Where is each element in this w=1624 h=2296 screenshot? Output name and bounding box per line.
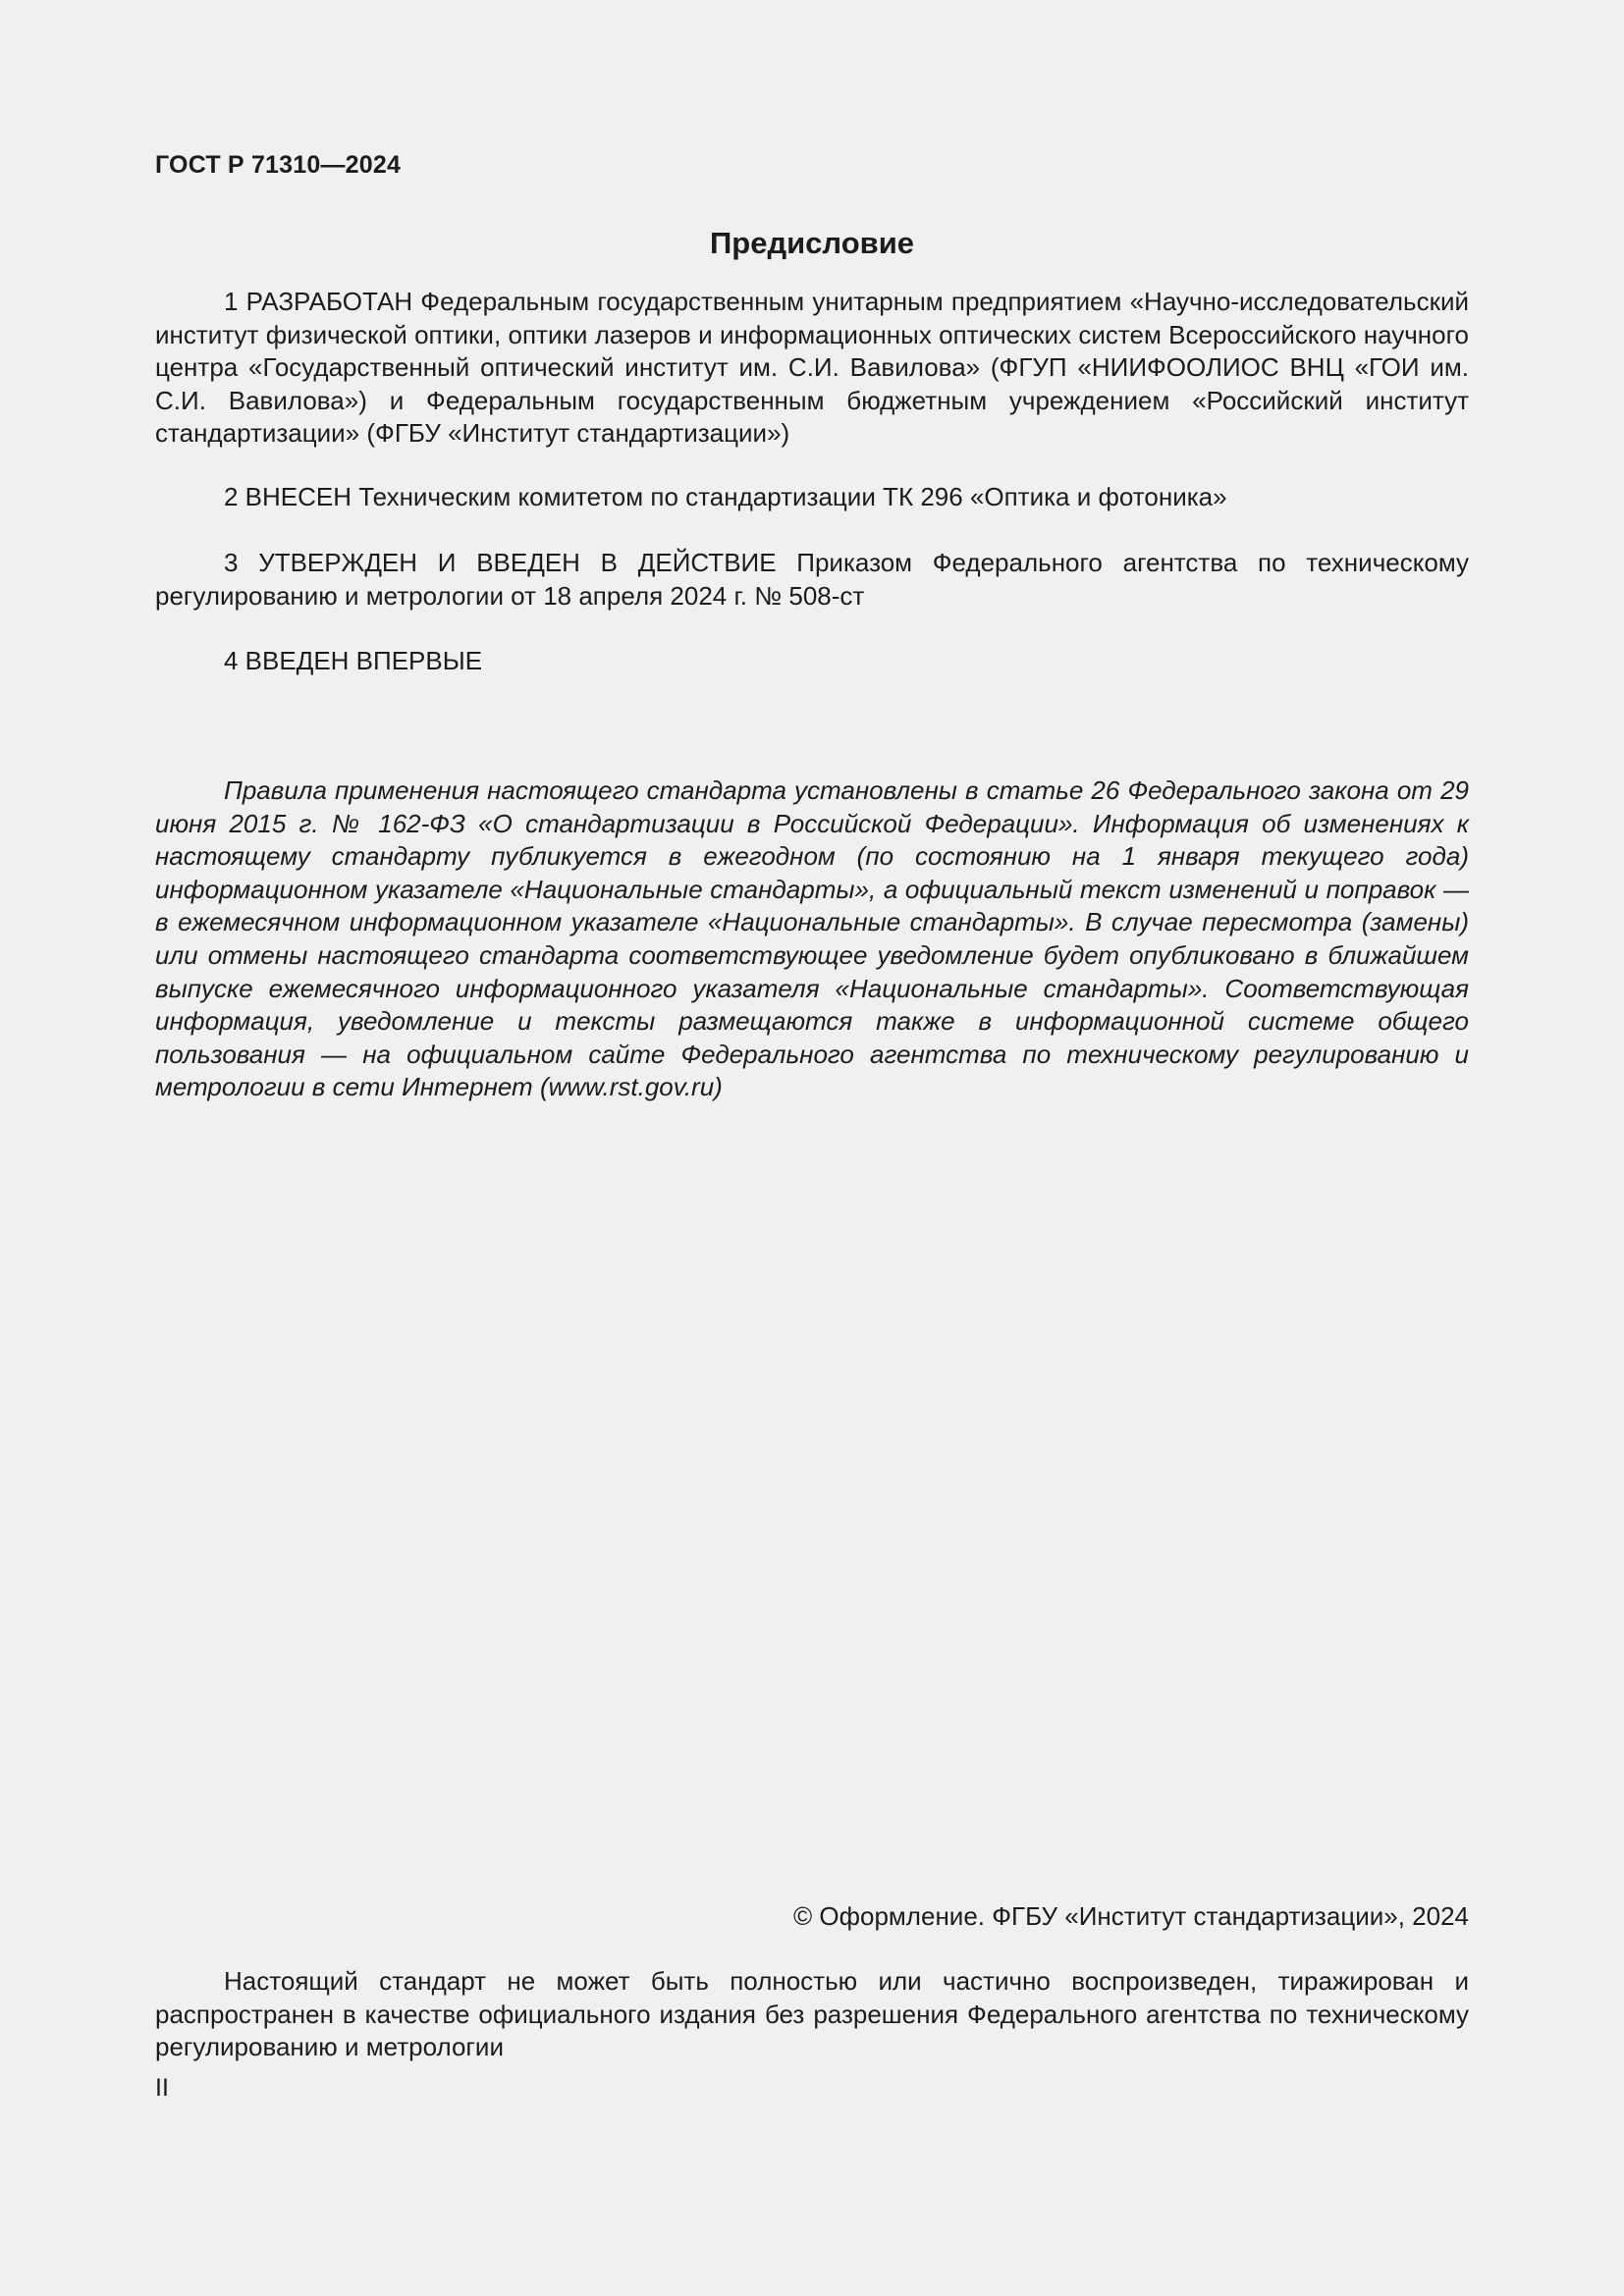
standard-application-notice: Правила применения настоящего стандарта установлены в статье 26 Федерального закона от 29 июня 2015 г. № 162-ФЗ «О стандартизации в Российской Федерации». Информация об изменениях к настоящему стандарту публикуется в ежегодном (по состоянию на 1 января текущего года) информационном указателе «Национальные стандарты», а официальный текст изменений и поправок — в ежемесячном информационном указателе «Национальные стандарты». В случае пересмотра (замены) или отмены настоящего стандарта соответствующее уведомление будет опубликовано в ближайшем выпуске ежемесячного информационного указателя «Национальные стандарты». Соответствующая информация, уведомление и тексты размещаются также в информационной системе общего пользования — на официальном сайте Федерального агентства по техническому регулированию и метрологии в сети Интернет (www.rst.gov.ru) — [155, 775, 1469, 1102]
foreword-item-1: 1 РАЗРАБОТАН Федеральным государственным унитарным предприятием «Научно-исследовательский институт физической оптики, оптики лазеров и информационных оптических систем Всероссийского научного центра «Государственный оптический институт им. С.И. Вавилова» (ФГУП «НИИФООЛИОС ВНЦ «ГОИ им. С.И. Вавилова») и Федеральным государственным бюджетным учреждением «Российский институт стандартизации» (ФГБУ «Институт стандартизации») — [155, 287, 1469, 448]
copyright-line: © Оформление. ФГБУ «Институт стандартизации», 2024 — [793, 1901, 1469, 1931]
document-code: ГОСТ Р 71310—2024 — [155, 151, 402, 179]
page-number: II — [155, 2074, 169, 2102]
foreword-item-3: 3 УТВЕРЖДЕН И ВВЕДЕН В ДЕЙСТВИЕ Приказом Федерального агентства по техническому регулированию и метрологии от 18 апреля 2024 г. № 508-ст — [155, 548, 1469, 611]
foreword-item-2: 2 ВНЕСЕН Техническим комитетом по стандартизации ТК 296 «Оптика и фотоника» — [224, 482, 1227, 511]
foreword-item-4: 4 ВВЕДЕН ВПЕРВЫЕ — [224, 646, 483, 675]
page-title: Предисловие — [709, 226, 914, 260]
reproduction-notice: Настоящий стандарт не может быть полностью или частично воспроизведен, тиражирован и распространен в качестве официального издания без разрешения Федерального агентства по техническому регулированию и метрологии — [155, 1966, 1469, 2061]
document-page — [155, 0, 1469, 2296]
